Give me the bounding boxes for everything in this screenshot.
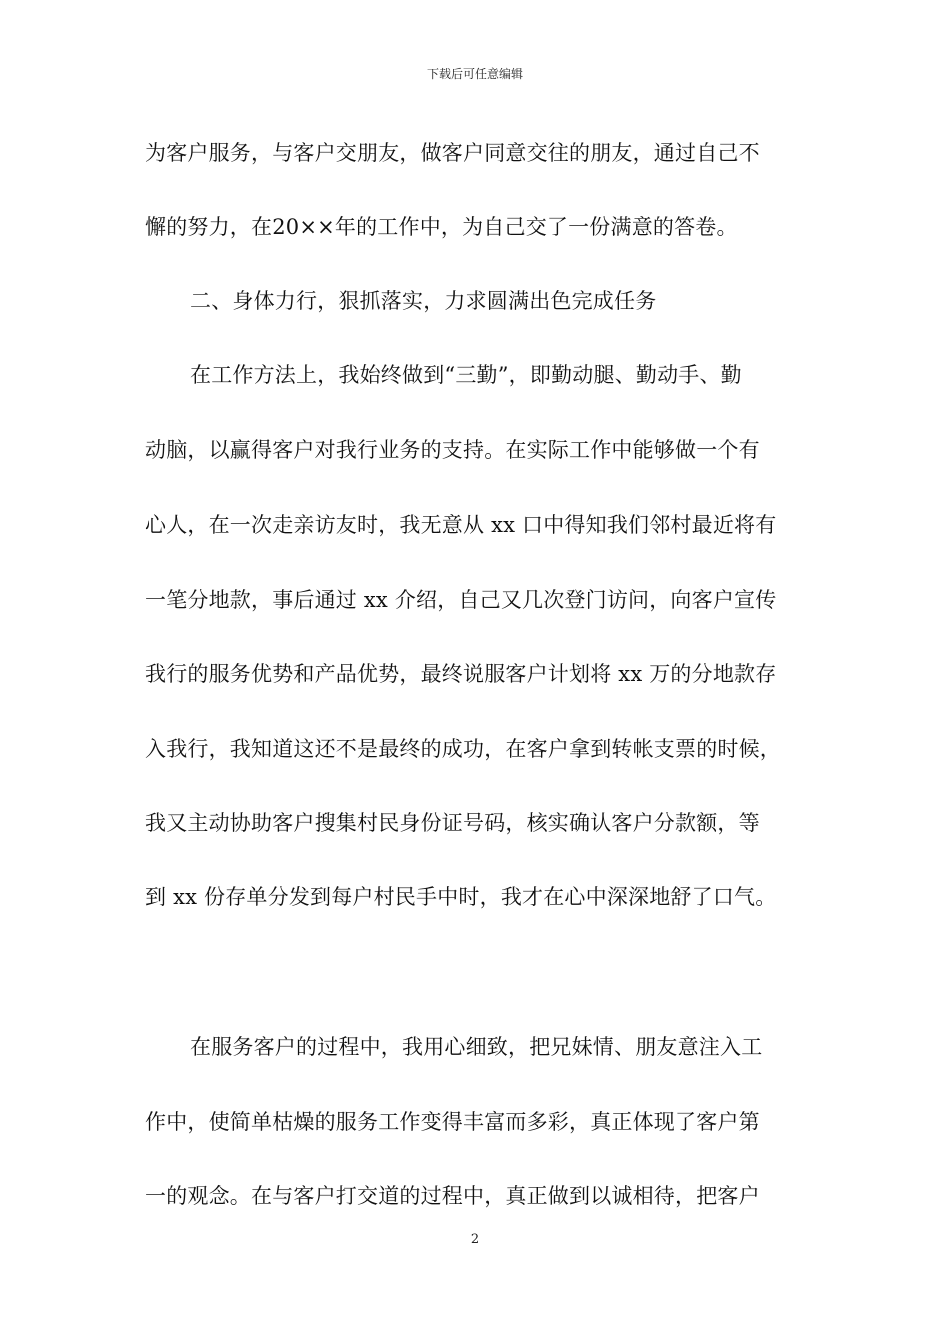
paragraph-line: 在服务客户的过程中，我用心细致，把兄妹情、朋友意注入工 xyxy=(190,1035,763,1059)
paragraph-line: 为客户服务，与客户交朋友，做客户同意交往的朋友，通过自己不 xyxy=(145,141,760,165)
paragraph-line: 懈的努力，在20××年的工作中，为自己交了一份满意的答卷。 xyxy=(145,215,738,239)
page-number: 2 xyxy=(470,1232,480,1247)
page-header: 下载后可任意编辑 xyxy=(426,67,523,81)
paragraph-line: 我又主动协助客户搜集村民身份证号码，核实确认客户分款额，等 xyxy=(145,811,760,835)
paragraph-line: 心人，在一次走亲访友时，我无意从 xx 口中得知我们邻村最近将有 xyxy=(145,513,777,537)
paragraph-line: 在工作方法上，我始终做到“三勤”，即勤动腿、勤动手、勤 xyxy=(190,363,742,387)
section-heading: 二、身体力行，狠抓落实，力求圆满出色完成任务 xyxy=(190,289,657,313)
paragraph-line: 一笔分地款，事后通过 xx 介绍，自己又几次登门访问，向客户宣传 xyxy=(145,588,777,612)
paragraph-line: 到 xx 份存单分发到每户村民手中时，我才在心中深深地舒了口气。 xyxy=(145,885,777,909)
paragraph-line: 入我行，我知道这还不是最终的成功，在客户拿到转帐支票的时候， xyxy=(145,737,781,761)
paragraph-line: 作中，使简单枯燥的服务工作变得丰富而多彩，真正体现了客户第 xyxy=(145,1110,760,1134)
paragraph-line: 动脑，以赢得客户对我行业务的支持。在实际工作中能够做一个有 xyxy=(145,438,760,462)
paragraph-line: 我行的服务优势和产品优势，最终说服客户计划将 xx 万的分地款存 xyxy=(145,662,777,686)
paragraph-line: 一的观念。在与客户打交道的过程中，真正做到以诚相待，把客户 xyxy=(145,1184,760,1208)
